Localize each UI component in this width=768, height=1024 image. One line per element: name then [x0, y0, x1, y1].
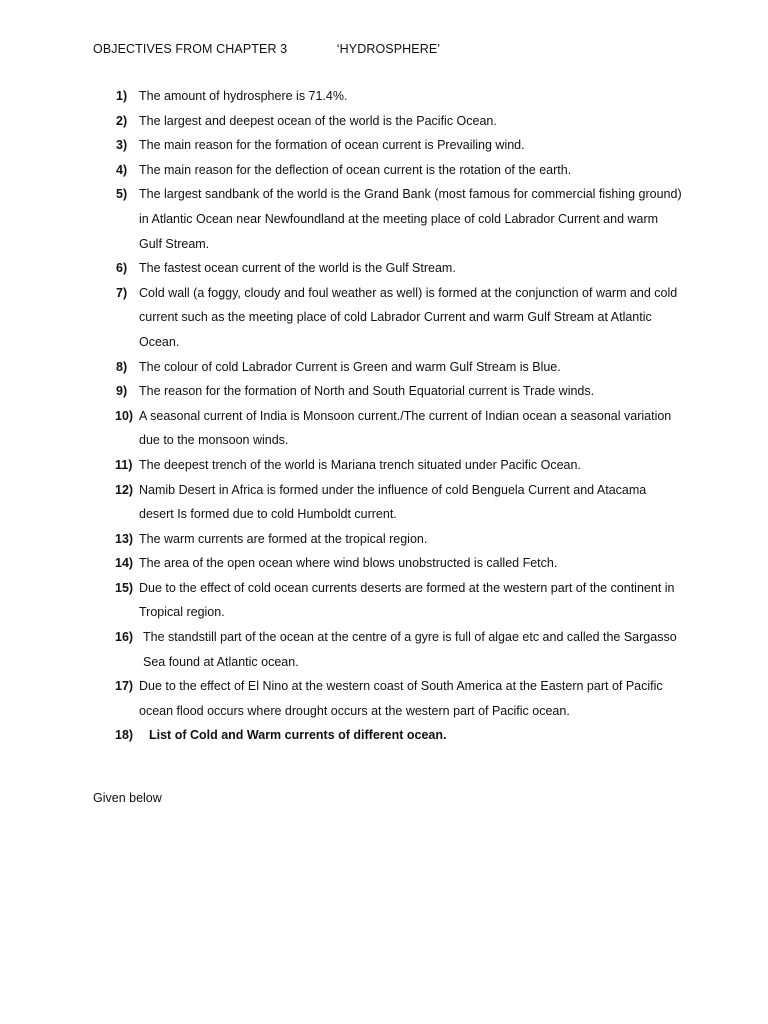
item-text: The warm currents are formed at the tropical region.	[139, 531, 428, 546]
list-item	[116, 84, 684, 109]
list-item	[116, 723, 684, 748]
list-item	[116, 478, 684, 527]
item-number: 12)	[115, 482, 134, 497]
item-number: 10)	[115, 408, 134, 423]
item-number: 11)	[115, 457, 133, 472]
objectives-list	[116, 84, 684, 748]
item-text: The main reason for the deflection of ocean current is the rotation of the earth.	[139, 162, 572, 177]
item-number: 8)	[116, 359, 128, 374]
item-text: List of Cold and Warm currents of different ocean.	[149, 728, 447, 743]
chapter-title: OBJECTIVES FROM CHAPTER 3	[93, 42, 288, 56]
item-number: 16)	[115, 630, 134, 645]
item-text: The deepest trench of the world is Mariana trench situated under Pacific Ocean.	[139, 457, 581, 472]
footer-note: Given below	[93, 791, 162, 805]
list-item	[116, 674, 684, 723]
list-item	[116, 256, 684, 281]
list-item	[116, 404, 684, 453]
item-number: 9)	[116, 384, 128, 399]
item-number: 4)	[116, 162, 128, 177]
item-text: Due to the effect of cold ocean currents deserts are formed at the western part of the continent in Tropical region.	[139, 580, 675, 620]
list-item	[116, 527, 684, 552]
item-text: Cold wall (a foggy, cloudy and foul weather as well) is formed at the conjunction of warm and cold current such as the meeting place of cold Labrador Current and warm Gulf Stream at Atlantic Ocean.	[139, 285, 678, 349]
item-number: 7)	[116, 285, 128, 300]
item-text: The largest sandbank of the world is the Grand Bank (most famous for commercial fishing ground) in Atlantic Ocean near Newfoundland at the meeting place of cold Labrador Current and warm Gulf Stream.	[139, 187, 682, 251]
item-text: The colour of cold Labrador Current is Green and warm Gulf Stream is Blue.	[139, 359, 561, 374]
item-text: The largest and deepest ocean of the world is the Pacific Ocean.	[139, 113, 497, 128]
item-text: The standstill part of the ocean at the centre of a gyre is full of algae etc and called the Sargasso Sea found at Atlantic ocean.	[143, 630, 677, 669]
list-item	[116, 453, 684, 478]
item-text: The amount of hydrosphere is 71.4%.	[139, 89, 348, 103]
item-number: 6)	[116, 261, 128, 276]
item-text: The reason for the formation of North and South Equatorial current is Trade winds.	[139, 384, 595, 399]
list-item	[116, 355, 684, 380]
item-text: The fastest ocean current of the world is the Gulf Stream.	[139, 261, 456, 276]
list-item	[116, 182, 684, 256]
item-text: The area of the open ocean where wind blows unobstructed is called Fetch.	[139, 556, 558, 571]
chapter-subject: ‘HYDROSPHERE’	[336, 42, 441, 56]
item-text: The main reason for the formation of ocean current is Prevailing wind.	[139, 138, 525, 153]
list-item	[116, 158, 684, 183]
list-item	[116, 109, 684, 134]
list-item	[116, 379, 684, 404]
item-number: 14)	[115, 556, 134, 571]
list-item	[116, 551, 684, 576]
item-number: 18)	[115, 728, 134, 743]
item-text: A seasonal current of India is Monsoon current./The current of Indian ocean a seasonal variation due to the monsoon winds.	[139, 408, 672, 448]
item-number: 15)	[115, 580, 134, 595]
item-text: Due to the effect of El Nino at the western coast of South America at the Eastern part of Pacific ocean flood occurs where drought occurs at the western part of Pacific ocean.	[139, 679, 663, 718]
item-text: Namib Desert in Africa is formed under the influence of cold Benguela Current and Atacama desert Is formed due to cold Humboldt current.	[139, 482, 647, 522]
item-number: 2)	[116, 113, 128, 128]
item-number: 1)	[116, 89, 128, 103]
list-item	[116, 625, 684, 674]
item-number: 17)	[115, 679, 134, 694]
list-item	[116, 576, 684, 625]
item-number: 3)	[116, 138, 128, 153]
item-number: 13)	[115, 531, 134, 546]
page-header	[93, 42, 440, 56]
list-item	[116, 133, 684, 158]
list-item	[116, 281, 684, 355]
item-number: 5)	[116, 187, 128, 202]
